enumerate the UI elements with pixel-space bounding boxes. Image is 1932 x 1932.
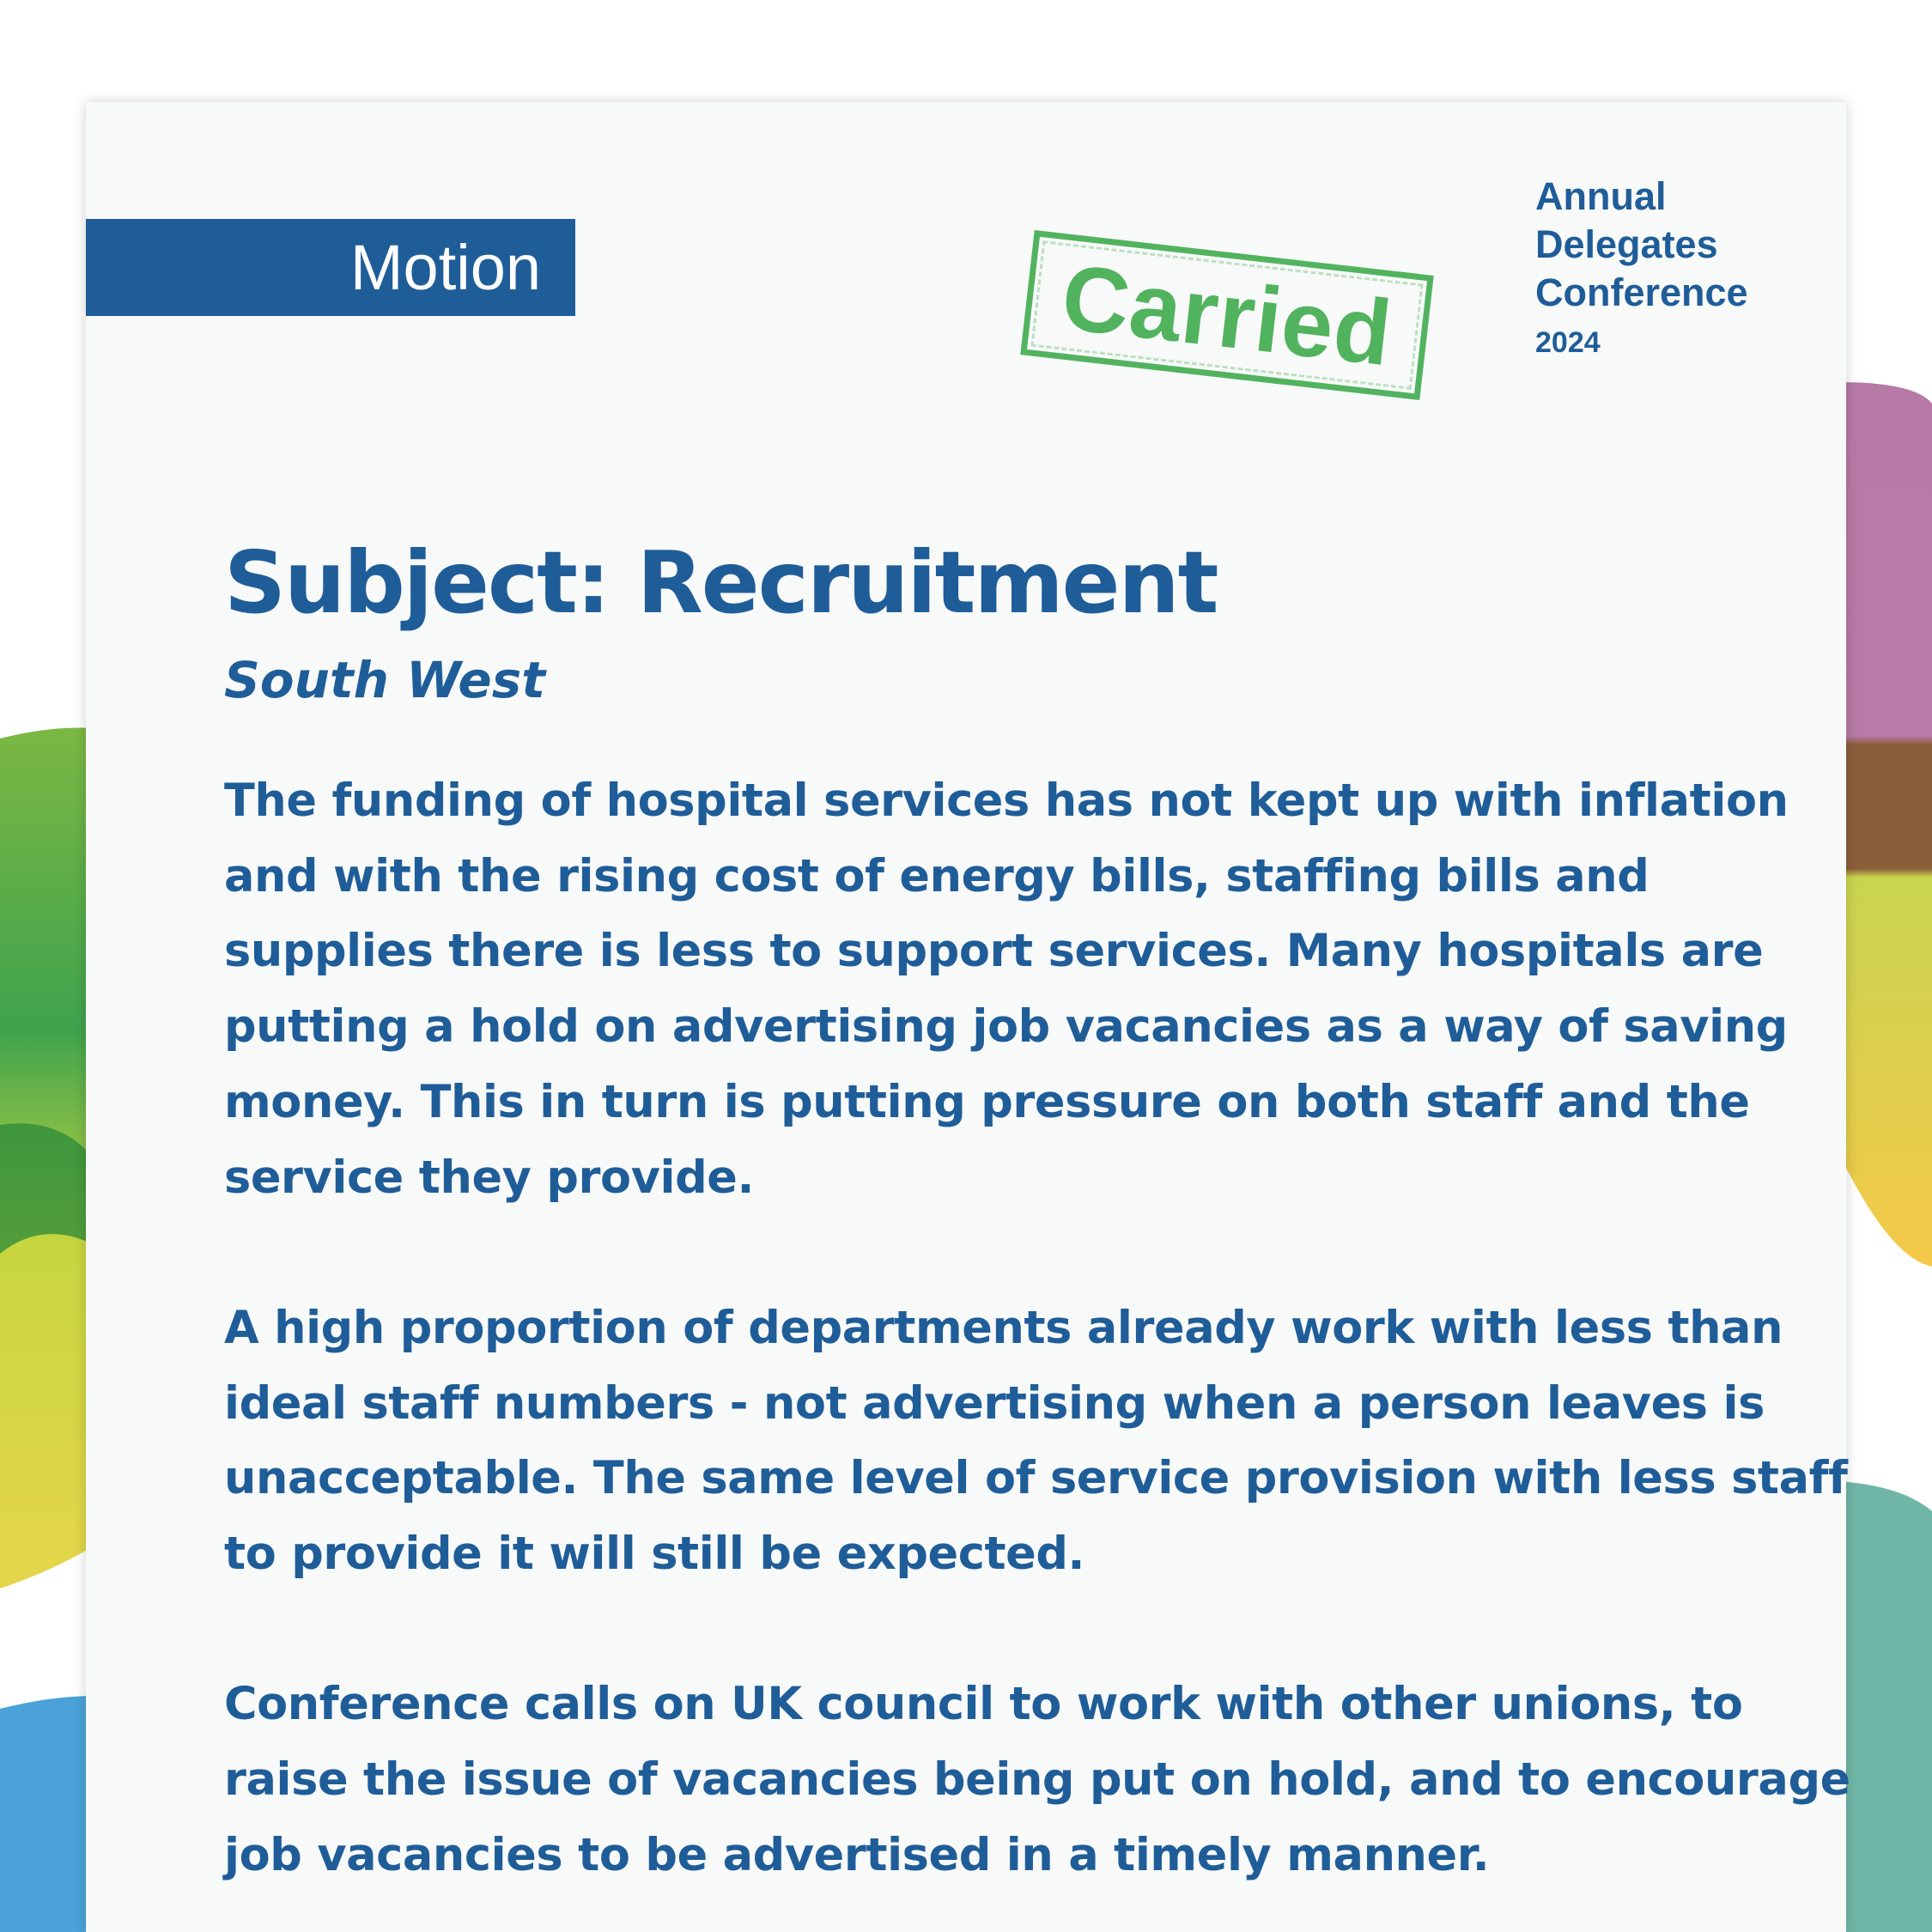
motion-tag-label: Motion xyxy=(349,232,541,303)
conference-logo-year: 2024 xyxy=(1535,326,1601,359)
conference-logo-line2: Delegates xyxy=(1535,222,1718,266)
motion-paragraph: Conference calls on UK council to work with other unions, to raise the issue of vacancies being put on hold, and to encourage job vacancies to be advertised in a timely manner. xyxy=(224,1678,1850,1881)
motion-subject: Subject: Recruitment xyxy=(224,532,1218,633)
motion-tag xyxy=(86,219,575,316)
conference-logo xyxy=(1535,173,1748,360)
motion-region: South West xyxy=(224,651,545,709)
motion-body xyxy=(224,763,1856,1932)
motion-card xyxy=(86,102,1850,1932)
motion-paragraph: A high proportion of departments already work with less than ideal staff numbers - not advertising when a person leaves is unacceptable. The same level of service provision with less staff to provide it will still be expected. xyxy=(224,1301,1848,1581)
conference-logo-line3: Conference xyxy=(1535,270,1748,314)
carried-stamp: Carried xyxy=(1020,230,1434,400)
motion-paragraph: The funding of hospital services has not kept up with inflation and with the rising cost of energy bills, staffing bills and supplies there is less to support services. Many hospitals are putting a hold on advertising job vacancies as a way of saving money. This in turn is putting pressure on both staff and the service they provide. xyxy=(224,775,1789,1204)
conference-logo-line1: Annual xyxy=(1535,174,1667,218)
